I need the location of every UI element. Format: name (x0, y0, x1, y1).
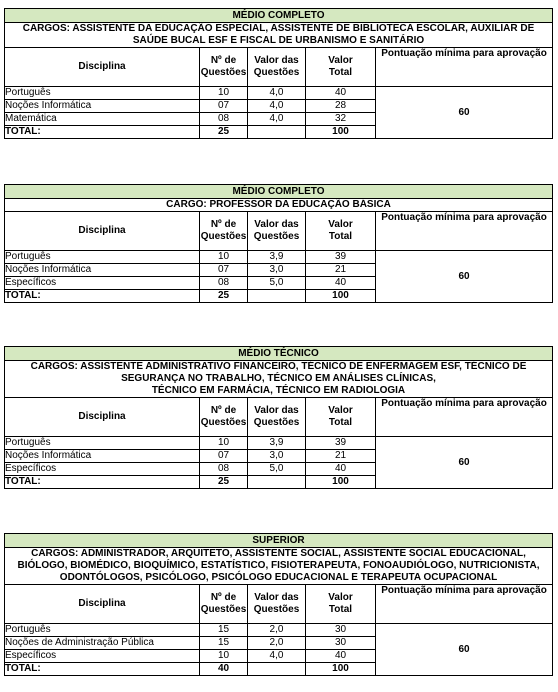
cargo-description (5, 548, 553, 585)
header-n-questoes (200, 48, 248, 87)
cell-total: 39 (306, 437, 376, 450)
cargo-description (5, 23, 553, 48)
table-row (5, 87, 553, 100)
cell-valor: 2,0 (248, 624, 306, 637)
cell-pontuacao-minima: 60 (376, 87, 553, 139)
section-medio-completo-1 (4, 8, 553, 139)
cell-valor: 5,0 (248, 277, 306, 290)
total-label: TOTAL: (5, 126, 200, 139)
cell-disciplina: Noções de Administração Pública (5, 637, 200, 650)
cell-total: 32 (306, 113, 376, 126)
header-disciplina: Disciplina (5, 212, 200, 251)
header-line: Questões (200, 417, 247, 428)
header-pontuacao: Pontuação mínima para aprovação (376, 212, 553, 251)
header-line: Total (328, 604, 353, 615)
total-valor: 100 (306, 663, 376, 676)
cell-disciplina: Português (5, 87, 200, 100)
header-disciplina: Disciplina (5, 48, 200, 87)
cell-total: 30 (306, 624, 376, 637)
cell-questoes: 08 (200, 277, 248, 290)
header-line: Questões (253, 67, 300, 78)
cell-total: 30 (306, 637, 376, 650)
header-line: Total (328, 67, 353, 78)
total-empty-cell (248, 476, 306, 489)
total-questoes: 40 (200, 663, 248, 676)
cell-questoes: 08 (200, 113, 248, 126)
cell-questoes: 10 (200, 437, 248, 450)
cell-pontuacao-minima: 60 (376, 251, 553, 303)
header-n-questoes (200, 212, 248, 251)
cell-valor: 3,0 (248, 264, 306, 277)
cell-total: 21 (306, 264, 376, 277)
cargo-description (5, 361, 553, 398)
header-line: Nº de (210, 55, 237, 66)
cargo-line: SEGURANÇA NO TRABALHO, TÉCNICO EM ANÁLISES CLÍNICAS, (121, 373, 436, 384)
cell-questoes: 15 (200, 624, 248, 637)
cargo-line: SAÚDE BUCAL ESF E FISCAL DE URBANISMO E SANITÁRIO (132, 35, 425, 46)
header-n-questoes (200, 398, 248, 437)
header-line: Questões (253, 231, 300, 242)
cell-questoes: 10 (200, 251, 248, 264)
level-title: MÉDIO TÉCNICO (5, 347, 553, 361)
cell-valor: 3,9 (248, 437, 306, 450)
cargo-line: BIÓLOGO, BIOMÉDICO, BIOQUÍMICO, ESTATÍSTICO, FISIOTERAPEUTA, FONOAUDIÓLOGO, NUTRICIONISTA, (17, 560, 540, 571)
total-valor: 100 (306, 290, 376, 303)
total-valor: 100 (306, 476, 376, 489)
table-row (5, 251, 553, 264)
cell-total: 40 (306, 650, 376, 663)
cargo-line: TÉCNICO EM FARMÁCIA, TÉCNICO EM RADIOLOGIA (151, 385, 406, 396)
cell-disciplina: Específicos (5, 650, 200, 663)
cargo-description (5, 199, 553, 212)
cell-disciplina: Português (5, 624, 200, 637)
total-label: TOTAL: (5, 476, 200, 489)
total-valor: 100 (306, 126, 376, 139)
cargo-line: CARGOS: ASSISTENTE ADMINISTRATIVO FINANCEIRO, TÉCNICO DE ENFERMAGEM ESF, TÉCNICO DE (30, 361, 527, 372)
header-line: Valor (328, 219, 353, 230)
header-line: Questões (200, 604, 247, 615)
header-line: Valor (328, 405, 353, 416)
cell-valor: 3,0 (248, 450, 306, 463)
cell-valor: 4,0 (248, 650, 306, 663)
cell-disciplina: Noções Informática (5, 264, 200, 277)
header-valor-total (306, 212, 376, 251)
cell-questoes: 07 (200, 450, 248, 463)
header-line: Valor das (254, 405, 299, 416)
header-valor-questoes (248, 212, 306, 251)
total-questoes: 25 (200, 126, 248, 139)
section-superior (4, 533, 553, 676)
header-disciplina: Disciplina (5, 398, 200, 437)
header-valor-questoes (248, 398, 306, 437)
total-label: TOTAL: (5, 290, 200, 303)
cell-disciplina: Português (5, 437, 200, 450)
cell-total: 39 (306, 251, 376, 264)
header-line: Questões (200, 231, 247, 242)
cargo-line: CARGOS: ADMINISTRADOR, ARQUITETO, ASSISTENTE SOCIAL, ASSISTENTE SOCIAL EDUCACIONAL, (31, 548, 526, 559)
header-pontuacao: Pontuação mínima para aprovação (376, 585, 553, 624)
cell-disciplina: Específicos (5, 463, 200, 476)
header-n-questoes (200, 585, 248, 624)
cell-valor: 2,0 (248, 637, 306, 650)
total-questoes: 25 (200, 290, 248, 303)
cell-valor: 4,0 (248, 113, 306, 126)
header-line: Nº de (210, 592, 237, 603)
cell-disciplina: Português (5, 251, 200, 264)
level-title: MÉDIO COMPLETO (5, 9, 553, 23)
cargo-line: ODONTÓLOGOS, PSICÓLOGO, PSICÓLOGO EDUCACIONAL E TERAPEUTA OCUPACIONAL (59, 572, 498, 583)
cell-pontuacao-minima: 60 (376, 624, 553, 676)
header-line: Valor (328, 592, 353, 603)
cell-questoes: 10 (200, 87, 248, 100)
total-empty-cell (248, 126, 306, 139)
header-valor-questoes (248, 48, 306, 87)
header-disciplina: Disciplina (5, 585, 200, 624)
header-line: Questões (253, 604, 300, 615)
table-row (5, 624, 553, 637)
cargo-line: CARGOS: ASSISTENTE DA EDUCAÇÃO ESPECIAL, ASSISTENTE DE BIBLIOTECA ESCOLAR, AUXILIAR DE (22, 23, 535, 34)
section-medio-tecnico (4, 346, 553, 489)
level-title: MÉDIO COMPLETO (5, 185, 553, 199)
header-line: Questões (253, 417, 300, 428)
cell-disciplina: Matemática (5, 113, 200, 126)
cell-disciplina: Noções Informática (5, 450, 200, 463)
cell-disciplina: Noções Informática (5, 100, 200, 113)
cell-questoes: 07 (200, 100, 248, 113)
cell-valor: 5,0 (248, 463, 306, 476)
cell-valor: 4,0 (248, 100, 306, 113)
cell-total: 28 (306, 100, 376, 113)
cargo-line: CARGO: PROFESSOR DA EDUCAÇÃO BÁSICA (166, 199, 391, 210)
header-pontuacao: Pontuação mínima para aprovação (376, 48, 553, 87)
cell-questoes: 07 (200, 264, 248, 277)
total-questoes: 25 (200, 476, 248, 489)
section-medio-completo-2 (4, 184, 553, 303)
cell-total: 21 (306, 450, 376, 463)
total-empty-cell (248, 290, 306, 303)
cell-disciplina: Específicos (5, 277, 200, 290)
header-line: Valor das (254, 592, 299, 603)
cell-questoes: 15 (200, 637, 248, 650)
table-row (5, 437, 553, 450)
header-pontuacao: Pontuação mínima para aprovação (376, 398, 553, 437)
header-line: Total (328, 417, 353, 428)
header-valor-questoes (248, 585, 306, 624)
header-line: Valor (328, 55, 353, 66)
cell-pontuacao-minima: 60 (376, 437, 553, 489)
header-valor-total (306, 585, 376, 624)
cell-total: 40 (306, 87, 376, 100)
header-line: Valor das (254, 55, 299, 66)
total-empty-cell (248, 663, 306, 676)
header-valor-total (306, 398, 376, 437)
cell-total: 40 (306, 277, 376, 290)
header-line: Valor das (254, 219, 299, 230)
header-line: Questões (200, 67, 247, 78)
cell-valor: 4,0 (248, 87, 306, 100)
cell-questoes: 10 (200, 650, 248, 663)
total-label: TOTAL: (5, 663, 200, 676)
cell-questoes: 08 (200, 463, 248, 476)
level-title: SUPERIOR (5, 534, 553, 548)
header-line: Total (328, 231, 353, 242)
header-line: Nº de (210, 405, 237, 416)
cell-total: 40 (306, 463, 376, 476)
cell-valor: 3,9 (248, 251, 306, 264)
header-valor-total (306, 48, 376, 87)
header-line: Nº de (210, 219, 237, 230)
